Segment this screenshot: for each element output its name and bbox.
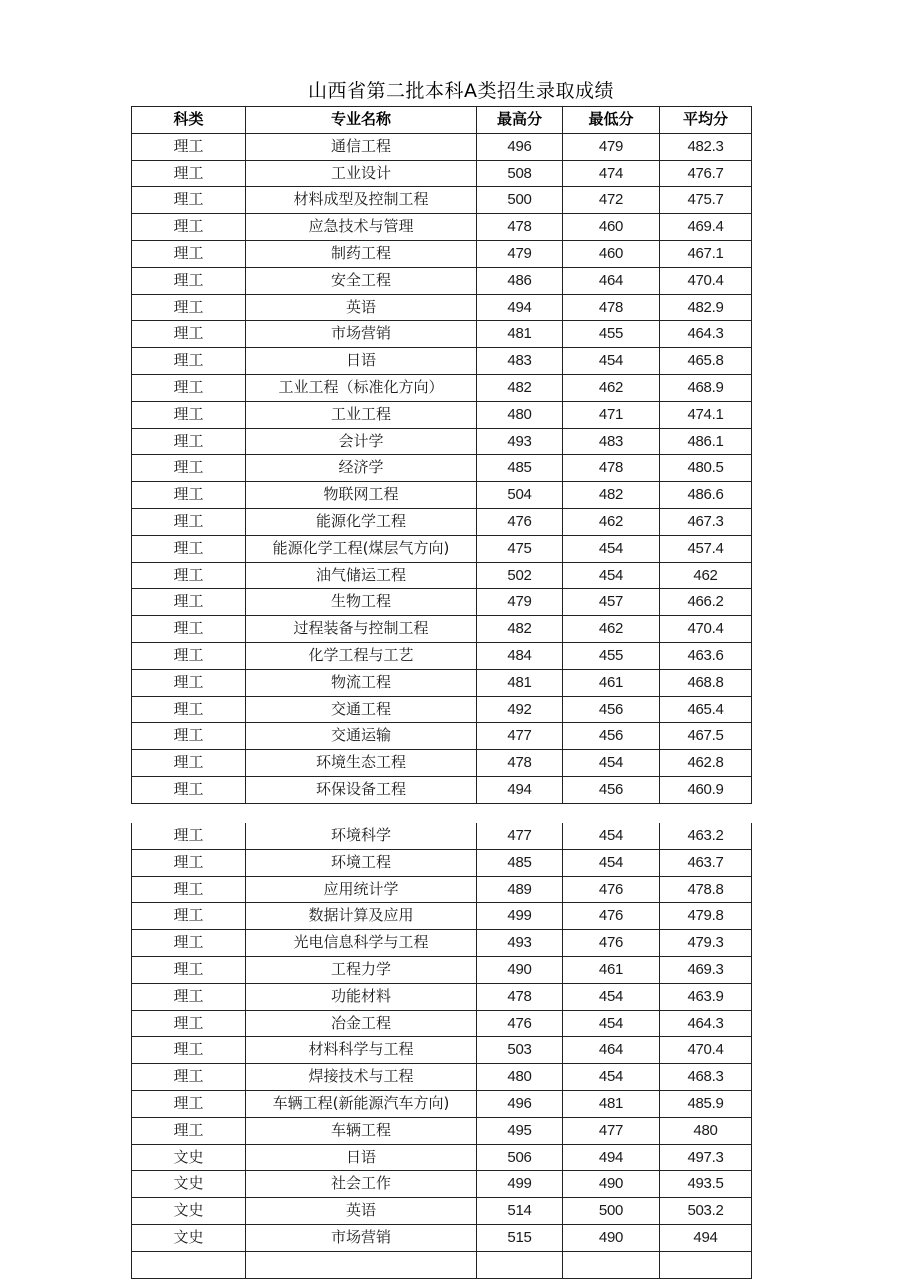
max-score-cell: 494	[477, 776, 563, 803]
category-cell: 理工	[132, 930, 246, 957]
max-score-cell: 485	[477, 849, 563, 876]
avg-score-cell: 497.3	[660, 1144, 752, 1171]
column-header-max-score: 最高分	[477, 107, 563, 134]
major-cell: 环境科学	[246, 823, 477, 849]
table-row	[132, 348, 752, 375]
avg-score-cell: 463.2	[660, 823, 752, 849]
category-cell: 理工	[132, 589, 246, 616]
min-score-cell: 476	[563, 930, 660, 957]
min-score-cell: 456	[563, 723, 660, 750]
category-cell: 理工	[132, 983, 246, 1010]
max-score-cell: 479	[477, 240, 563, 267]
table-row	[132, 1171, 752, 1198]
max-score-cell: 503	[477, 1037, 563, 1064]
max-score-cell: 481	[477, 321, 563, 348]
table-row	[132, 1144, 752, 1171]
table-body	[132, 133, 752, 803]
category-cell: 理工	[132, 956, 246, 983]
table-row	[132, 482, 752, 509]
major-cell: 功能材料	[246, 983, 477, 1010]
max-score-cell: 492	[477, 696, 563, 723]
min-score-cell: 490	[563, 1224, 660, 1251]
avg-score-cell: 478.8	[660, 876, 752, 903]
min-score-cell: 483	[563, 428, 660, 455]
min-score-cell: 477	[563, 1117, 660, 1144]
min-score-cell: 464	[563, 1037, 660, 1064]
major-cell: 市场营销	[246, 1224, 477, 1251]
major-cell: 应用统计学	[246, 876, 477, 903]
min-score-cell: 454	[563, 348, 660, 375]
major-cell: 工业工程（标准化方向）	[246, 374, 477, 401]
avg-score-cell: 469.3	[660, 956, 752, 983]
category-cell: 理工	[132, 428, 246, 455]
table-row	[132, 1090, 752, 1117]
avg-score-cell	[660, 1251, 752, 1278]
table-row	[132, 823, 752, 849]
category-cell	[132, 1251, 246, 1278]
major-cell: 英语	[246, 294, 477, 321]
max-score-cell: 486	[477, 267, 563, 294]
avg-score-cell: 468.8	[660, 669, 752, 696]
table-row	[132, 849, 752, 876]
major-cell: 能源化学工程	[246, 508, 477, 535]
max-score-cell	[477, 1251, 563, 1278]
avg-score-cell: 466.2	[660, 589, 752, 616]
major-cell: 社会工作	[246, 1171, 477, 1198]
max-score-cell: 504	[477, 482, 563, 509]
min-score-cell: 454	[563, 1064, 660, 1091]
table-row	[132, 589, 752, 616]
category-cell: 理工	[132, 1117, 246, 1144]
table-row	[132, 983, 752, 1010]
min-score-cell: 456	[563, 696, 660, 723]
table-row	[132, 294, 752, 321]
avg-score-cell: 460.9	[660, 776, 752, 803]
table-row	[132, 876, 752, 903]
min-score-cell	[563, 1251, 660, 1278]
avg-score-cell: 465.4	[660, 696, 752, 723]
table-row	[132, 535, 752, 562]
table-row	[132, 240, 752, 267]
avg-score-cell: 482.3	[660, 133, 752, 160]
category-cell: 文史	[132, 1198, 246, 1225]
major-cell: 环保设备工程	[246, 776, 477, 803]
table-row	[132, 321, 752, 348]
min-score-cell: 471	[563, 401, 660, 428]
avg-score-cell: 463.9	[660, 983, 752, 1010]
major-cell: 英语	[246, 1198, 477, 1225]
min-score-cell: 474	[563, 160, 660, 187]
category-cell: 理工	[132, 616, 246, 643]
category-cell: 理工	[132, 214, 246, 241]
major-cell: 工程力学	[246, 956, 477, 983]
category-cell: 理工	[132, 849, 246, 876]
min-score-cell: 481	[563, 1090, 660, 1117]
avg-score-cell: 503.2	[660, 1198, 752, 1225]
table-row	[132, 669, 752, 696]
avg-score-cell: 464.3	[660, 1010, 752, 1037]
major-cell: 物流工程	[246, 669, 477, 696]
avg-score-cell: 493.5	[660, 1171, 752, 1198]
table-row	[132, 1117, 752, 1144]
table-row	[132, 930, 752, 957]
min-score-cell: 456	[563, 776, 660, 803]
major-cell: 应急技术与管理	[246, 214, 477, 241]
column-header-major: 专业名称	[246, 107, 477, 134]
max-score-cell: 490	[477, 956, 563, 983]
table-row	[132, 187, 752, 214]
min-score-cell: 454	[563, 983, 660, 1010]
category-cell: 理工	[132, 562, 246, 589]
min-score-cell: 455	[563, 642, 660, 669]
avg-score-cell: 467.1	[660, 240, 752, 267]
max-score-cell: 485	[477, 455, 563, 482]
max-score-cell: 476	[477, 1010, 563, 1037]
category-cell: 理工	[132, 240, 246, 267]
avg-score-cell: 457.4	[660, 535, 752, 562]
category-cell: 理工	[132, 1064, 246, 1091]
table-row	[132, 903, 752, 930]
avg-score-cell: 479.8	[660, 903, 752, 930]
max-score-cell: 478	[477, 750, 563, 777]
min-score-cell: 462	[563, 508, 660, 535]
avg-score-cell: 480	[660, 1117, 752, 1144]
table-row	[132, 750, 752, 777]
avg-score-cell: 479.3	[660, 930, 752, 957]
column-header-category: 科类	[132, 107, 246, 134]
category-cell: 理工	[132, 750, 246, 777]
min-score-cell: 461	[563, 956, 660, 983]
major-cell: 车辆工程	[246, 1117, 477, 1144]
category-cell: 理工	[132, 642, 246, 669]
major-cell: 能源化学工程(煤层气方向)	[246, 535, 477, 562]
table-row	[132, 696, 752, 723]
min-score-cell: 462	[563, 616, 660, 643]
min-score-cell: 454	[563, 1010, 660, 1037]
min-score-cell: 454	[563, 849, 660, 876]
table-row	[132, 1037, 752, 1064]
avg-score-cell: 482.9	[660, 294, 752, 321]
min-score-cell: 454	[563, 823, 660, 849]
avg-score-cell: 462.8	[660, 750, 752, 777]
column-header-min-score: 最低分	[563, 107, 660, 134]
min-score-cell: 457	[563, 589, 660, 616]
max-score-cell: 508	[477, 160, 563, 187]
major-cell: 数据计算及应用	[246, 903, 477, 930]
category-cell: 文史	[132, 1224, 246, 1251]
max-score-cell: 499	[477, 1171, 563, 1198]
major-cell: 安全工程	[246, 267, 477, 294]
category-cell: 理工	[132, 348, 246, 375]
category-cell: 理工	[132, 669, 246, 696]
category-cell: 理工	[132, 876, 246, 903]
major-cell: 工业工程	[246, 401, 477, 428]
min-score-cell: 479	[563, 133, 660, 160]
min-score-cell: 454	[563, 750, 660, 777]
avg-score-cell: 470.4	[660, 616, 752, 643]
min-score-cell: 454	[563, 562, 660, 589]
avg-score-cell: 464.3	[660, 321, 752, 348]
avg-score-cell: 476.7	[660, 160, 752, 187]
max-score-cell: 475	[477, 535, 563, 562]
max-score-cell: 478	[477, 983, 563, 1010]
category-cell: 理工	[132, 321, 246, 348]
table-row	[132, 455, 752, 482]
table-row	[132, 956, 752, 983]
max-score-cell: 482	[477, 374, 563, 401]
major-cell: 过程装备与控制工程	[246, 616, 477, 643]
major-cell: 物联网工程	[246, 482, 477, 509]
max-score-cell: 477	[477, 823, 563, 849]
category-cell: 理工	[132, 776, 246, 803]
major-cell: 会计学	[246, 428, 477, 455]
min-score-cell: 472	[563, 187, 660, 214]
category-cell: 理工	[132, 160, 246, 187]
category-cell: 理工	[132, 723, 246, 750]
major-cell: 冶金工程	[246, 1010, 477, 1037]
avg-score-cell: 462	[660, 562, 752, 589]
avg-score-cell: 480.5	[660, 455, 752, 482]
major-cell: 工业设计	[246, 160, 477, 187]
major-cell	[246, 1251, 477, 1278]
min-score-cell: 464	[563, 267, 660, 294]
min-score-cell: 455	[563, 321, 660, 348]
max-score-cell: 483	[477, 348, 563, 375]
avg-score-cell: 463.6	[660, 642, 752, 669]
category-cell: 理工	[132, 508, 246, 535]
max-score-cell: 496	[477, 133, 563, 160]
avg-score-cell: 469.4	[660, 214, 752, 241]
max-score-cell: 481	[477, 669, 563, 696]
min-score-cell: 478	[563, 294, 660, 321]
max-score-cell: 476	[477, 508, 563, 535]
max-score-cell: 478	[477, 214, 563, 241]
avg-score-cell: 467.5	[660, 723, 752, 750]
avg-score-cell: 475.7	[660, 187, 752, 214]
avg-score-cell: 465.8	[660, 348, 752, 375]
max-score-cell: 502	[477, 562, 563, 589]
min-score-cell: 476	[563, 876, 660, 903]
category-cell: 理工	[132, 133, 246, 160]
min-score-cell: 494	[563, 1144, 660, 1171]
avg-score-cell: 468.3	[660, 1064, 752, 1091]
category-cell: 理工	[132, 294, 246, 321]
max-score-cell: 480	[477, 401, 563, 428]
max-score-cell: 495	[477, 1117, 563, 1144]
max-score-cell: 489	[477, 876, 563, 903]
category-cell: 理工	[132, 1037, 246, 1064]
min-score-cell: 460	[563, 240, 660, 267]
table-row	[132, 723, 752, 750]
max-score-cell: 500	[477, 187, 563, 214]
major-cell: 市场营销	[246, 321, 477, 348]
table-row	[132, 1198, 752, 1225]
major-cell: 环境工程	[246, 849, 477, 876]
max-score-cell: 484	[477, 642, 563, 669]
table-row	[132, 642, 752, 669]
min-score-cell: 500	[563, 1198, 660, 1225]
table-row	[132, 401, 752, 428]
table-row	[132, 508, 752, 535]
category-cell: 理工	[132, 401, 246, 428]
avg-score-cell: 494	[660, 1224, 752, 1251]
table-row	[132, 267, 752, 294]
min-score-cell: 478	[563, 455, 660, 482]
major-cell: 焊接技术与工程	[246, 1064, 477, 1091]
major-cell: 光电信息科学与工程	[246, 930, 477, 957]
avg-score-cell: 467.3	[660, 508, 752, 535]
category-cell: 文史	[132, 1171, 246, 1198]
table-row	[132, 1010, 752, 1037]
max-score-cell: 477	[477, 723, 563, 750]
min-score-cell: 476	[563, 903, 660, 930]
avg-score-cell: 468.9	[660, 374, 752, 401]
max-score-cell: 499	[477, 903, 563, 930]
major-cell: 经济学	[246, 455, 477, 482]
table-row	[132, 1251, 752, 1278]
category-cell: 理工	[132, 903, 246, 930]
major-cell: 材料成型及控制工程	[246, 187, 477, 214]
table-header-row	[132, 107, 752, 134]
major-cell: 环境生态工程	[246, 750, 477, 777]
category-cell: 理工	[132, 455, 246, 482]
category-cell: 理工	[132, 1010, 246, 1037]
avg-score-cell: 470.4	[660, 1037, 752, 1064]
page-title: 山西省第二批本科A类招生录取成绩	[308, 80, 614, 102]
table-row	[132, 214, 752, 241]
min-score-cell: 460	[563, 214, 660, 241]
max-score-cell: 515	[477, 1224, 563, 1251]
category-cell: 理工	[132, 482, 246, 509]
min-score-cell: 462	[563, 374, 660, 401]
min-score-cell: 454	[563, 535, 660, 562]
table-row	[132, 776, 752, 803]
min-score-cell: 482	[563, 482, 660, 509]
max-score-cell: 479	[477, 589, 563, 616]
category-cell: 理工	[132, 187, 246, 214]
column-header-avg-score: 平均分	[660, 107, 752, 134]
admission-score-table	[131, 106, 752, 804]
major-cell: 日语	[246, 1144, 477, 1171]
category-cell: 理工	[132, 267, 246, 294]
avg-score-cell: 474.1	[660, 401, 752, 428]
max-score-cell: 514	[477, 1198, 563, 1225]
major-cell: 日语	[246, 348, 477, 375]
major-cell: 通信工程	[246, 133, 477, 160]
min-score-cell: 461	[563, 669, 660, 696]
min-score-cell: 490	[563, 1171, 660, 1198]
table-row	[132, 374, 752, 401]
category-cell: 文史	[132, 1144, 246, 1171]
major-cell: 制药工程	[246, 240, 477, 267]
max-score-cell: 493	[477, 930, 563, 957]
avg-score-cell: 470.4	[660, 267, 752, 294]
table-row	[132, 428, 752, 455]
max-score-cell: 494	[477, 294, 563, 321]
table-row	[132, 160, 752, 187]
major-cell: 车辆工程(新能源汽车方向)	[246, 1090, 477, 1117]
avg-score-cell: 486.6	[660, 482, 752, 509]
table-body	[132, 823, 752, 1278]
admission-score-table-continued	[131, 823, 752, 1279]
table-row	[132, 562, 752, 589]
category-cell: 理工	[132, 374, 246, 401]
category-cell: 理工	[132, 696, 246, 723]
table-row	[132, 1224, 752, 1251]
max-score-cell: 482	[477, 616, 563, 643]
table-row	[132, 1064, 752, 1091]
major-cell: 交通工程	[246, 696, 477, 723]
category-cell: 理工	[132, 1090, 246, 1117]
category-cell: 理工	[132, 535, 246, 562]
major-cell: 生物工程	[246, 589, 477, 616]
avg-score-cell: 485.9	[660, 1090, 752, 1117]
major-cell: 交通运输	[246, 723, 477, 750]
max-score-cell: 480	[477, 1064, 563, 1091]
avg-score-cell: 486.1	[660, 428, 752, 455]
table-row	[132, 616, 752, 643]
major-cell: 油气储运工程	[246, 562, 477, 589]
max-score-cell: 493	[477, 428, 563, 455]
max-score-cell: 506	[477, 1144, 563, 1171]
major-cell: 化学工程与工艺	[246, 642, 477, 669]
major-cell: 材料科学与工程	[246, 1037, 477, 1064]
avg-score-cell: 463.7	[660, 849, 752, 876]
max-score-cell: 496	[477, 1090, 563, 1117]
category-cell: 理工	[132, 823, 246, 849]
table-row	[132, 133, 752, 160]
